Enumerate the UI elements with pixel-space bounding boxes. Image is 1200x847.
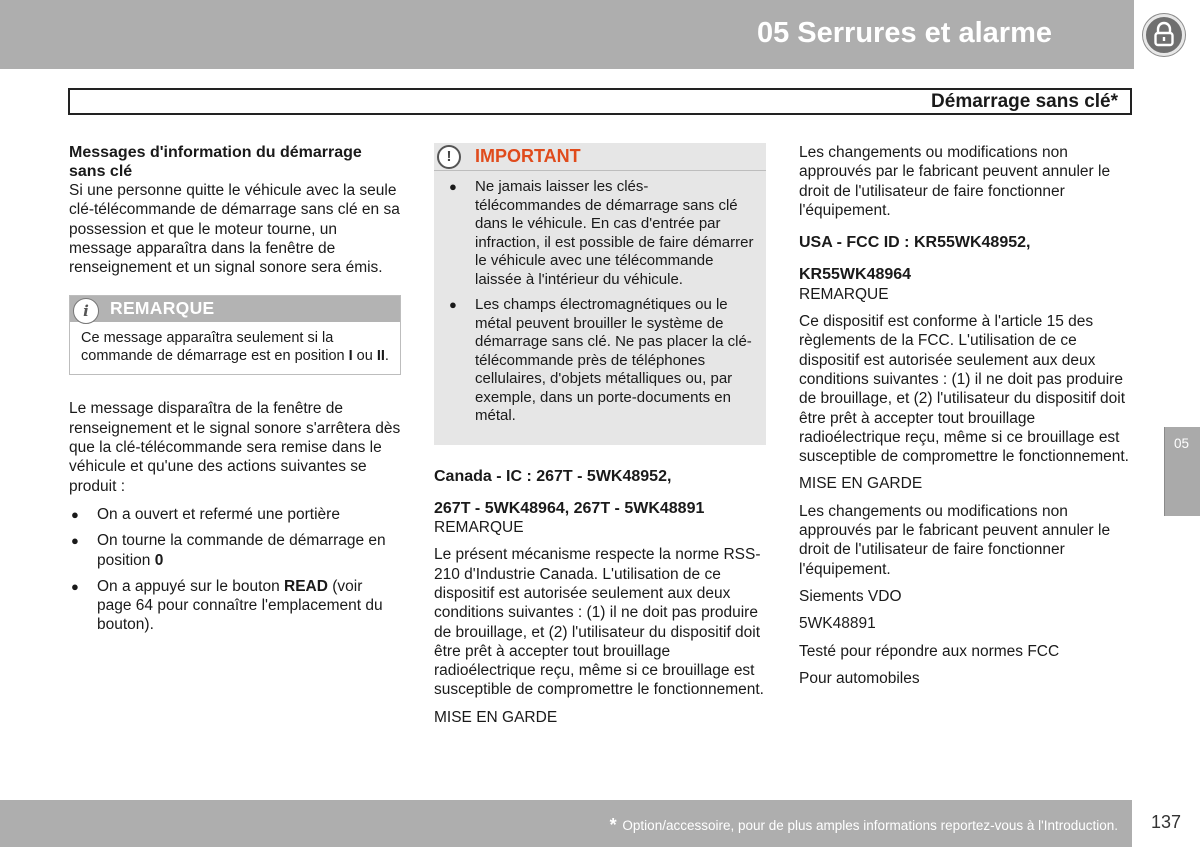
section-header-box [68,88,1132,115]
chapter-header-band [0,0,1134,69]
canada-mise-en-garde: MISE EN GARDE [434,708,558,726]
section-title: Démarrage sans clé* [931,91,1118,112]
list-item-text: On a ouvert et refermé une portière [97,505,340,523]
chapter-side-tab [1164,427,1200,516]
remarque-text-end: . [384,348,389,365]
position-zero: 0 [154,551,164,569]
important-title: IMPORTANT [475,146,581,166]
remarque-text [70,322,400,374]
intro-paragraph: Si une personne quitte le véhicule avec la seule clé-télécommande de démarrage sans clé en sa possession et que le moteur tourne, un message apparaîtra dans la fenêtre de renseignement et un signal sonore sera émis. [69,182,400,277]
lock-icon [1143,14,1185,56]
info-messages-heading: Messages d'information du démarrage sans clé [69,144,362,180]
remarque-text-start: Ce message apparaîtra seulement si la commande de démarrage est en position [81,330,349,365]
fcc-compliance-text: Ce dispositif est conforme à l'article 15 des règlements de la FCC. L'utilisation de ce dispositif est autorisée seulement aux deux conditions suivantes : (1) il ne doit pas produire de brouillage, et (2) l'utilisateur du dispositif doit être prêt à accepter tout brouillage radioélectrique reçu, même si ce brouillage est susceptible de compromettre le fonctionnement. [799,313,1129,466]
important-header [434,143,766,171]
manufacturer-name: Siements VDO [799,587,902,605]
remarque-text-mid: ou [352,348,377,365]
footer-band [0,800,1132,847]
canada-heading-line1: Canada - IC : 267T - 5WK48952, [434,467,672,485]
usa-mise-en-garde: MISE EN GARDE [799,475,923,493]
usa-heading-line2: KR55WK48964 [799,266,912,284]
footer-note [610,815,1118,836]
canada-remarque-label: REMARQUE [434,519,524,537]
list-item-text-end: (voir page 64 pour connaître l'emplacement du bouton). [97,577,383,634]
part-number: 5WK48891 [799,615,876,633]
canada-compliance-text: Le présent mécanisme respecte la norme RSS-210 d'Industrie Canada. L'utilisation de ce dispositif est autorisée seulement aux deux conditions suivantes : (1) il ne doit pas produire de brouillage, et (2) l'utilisateur du dispositif doit être prêt à accepter tout brouillage radioélectrique reçu, même si ce brouillage est susceptible de compromettre le fonctionnement. [434,546,764,699]
canada-heading-line2: 267T - 5WK48964, 267T - 5WK48891 [434,499,705,517]
info-icon: i [73,298,99,324]
usa-remarque-label: REMARQUE [799,285,889,303]
list-item: ● On tourne la commande de démarrage en position 0 [71,532,386,569]
remarque-note [69,295,401,375]
position-ii: II [376,348,385,365]
read-button-name: READ [284,577,328,595]
position-i: I [348,348,353,365]
important-note [434,143,766,445]
chapter-side-tab-label: 05 [1174,436,1190,451]
usa-heading-line1: USA - FCC ID : KR55WK48952, [799,234,1031,252]
disappear-paragraph: Le message disparaîtra de la fenêtre de renseignement et le signal sonore s'arrêtera dès que la clé-télécommande sera remise dans le véhicule et qu'une des actions suivantes se produit : [69,400,401,495]
list-item: ● On a ouvert et refermé une portière [71,505,340,523]
column-middle [434,143,766,735]
warning-icon: ! [437,145,461,169]
list-item-text: On tourne la commande de démarrage en position [97,532,386,569]
footer-note-text: Option/accessoire, pour de plus amples informations reportez-vous à l'Introduction. [622,818,1118,833]
important-list [434,171,766,445]
list-item-text: On a appuyé sur le bouton [97,577,284,595]
fcc-tested-statement: Testé pour répondre aux normes FCC [799,642,1060,660]
list-item: ● Les champs électromagnétiques ou le métal peuvent brouiller le système de démarrage sans clé. Ne pas placer la clé-télécommande près de téléphones cellulaires, d'objets métalliques ou, par exemple, dans un porte-documents en métal. [449,296,752,424]
modifications-paragraph-2: Les changements ou modifications non approuvés par le fabricant peuvent annuler le droit de l'utilisateur de faire fonctionner l'équipement. [799,502,1111,578]
column-left [69,143,401,642]
list-item-text: Les champs électromagnétiques ou le métal peuvent brouiller le système de démarrage sans clé. Ne pas placer la clé-télécommande près de téléphones cellulaires, d'objets métalliques ou, par exemple, dans un porte-documents en métal. [475,296,752,424]
actions-list [69,505,401,635]
chapter-title: 05 Serrures et alarme [756,17,1052,49]
modifications-paragraph: Les changements ou modifications non approuvés par le fabricant peuvent annuler le droit de l'utilisateur de faire fonctionner l'équipement. [799,144,1111,219]
column-right [799,143,1131,696]
automotive-statement: Pour automobiles [799,669,920,687]
list-item: ● On a appuyé sur le bouton READ (voir page 64 pour connaître l'emplacement du bouton). [71,577,383,634]
remarque-title: REMARQUE [110,298,215,319]
page-number: 137 [1132,800,1200,847]
footer-asterisk: * [609,815,617,835]
list-item-text: Ne jamais laisser les clés-télécommandes de démarrage sans clé dans le véhicule. En cas d'entrée par infraction, il est possible de faire démarrer le véhicule avec une télécommande laissée à l'intérieur du véhicule. [475,178,754,288]
remarque-header [70,296,400,322]
list-item: ● Ne jamais laisser les clés-télécommandes de démarrage sans clé dans le véhicule. En cas d'entrée par infraction, il est possible de faire démarrer le véhicule avec une télécommande laissée à l'intérieur du véhicule. [449,178,754,288]
